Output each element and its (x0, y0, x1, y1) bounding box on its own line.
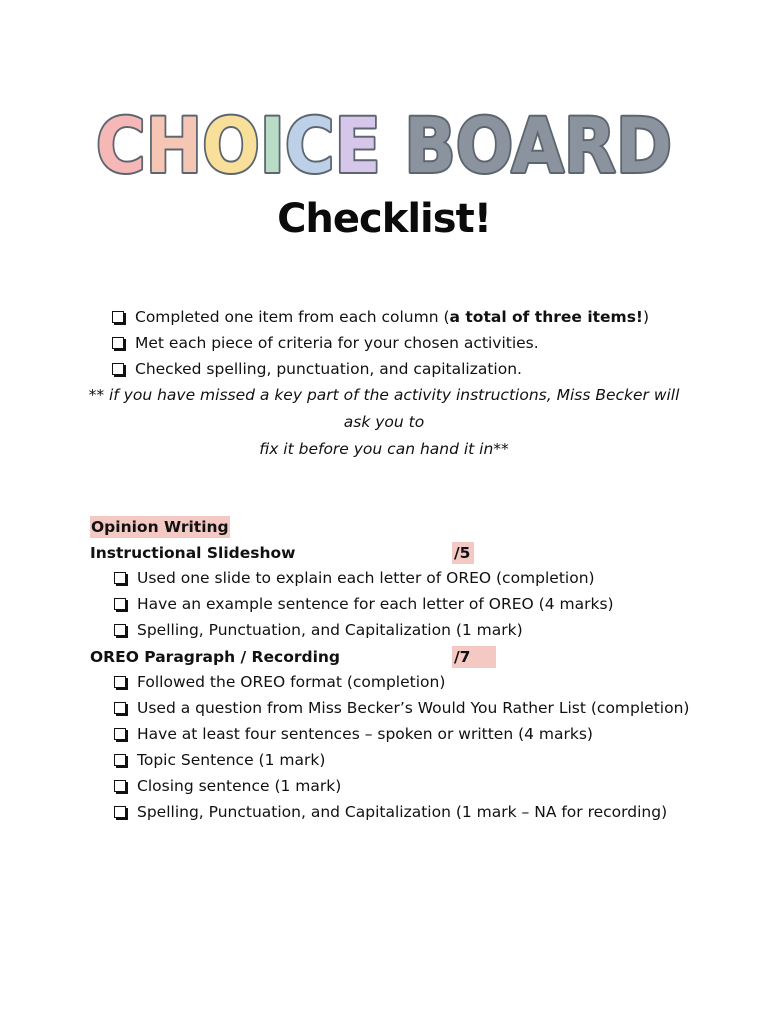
criteria-item (114, 669, 689, 695)
activity-score: /5 (452, 542, 474, 564)
logo-letter: I (259, 101, 288, 190)
checklist-item (112, 356, 649, 382)
checklist-item (112, 330, 649, 356)
activity-score: /7 (452, 646, 496, 668)
checkbox-icon[interactable] (114, 728, 126, 740)
logo-letter: C (96, 101, 152, 190)
criteria-text: Topic Sentence (1 mark) (137, 751, 326, 769)
activity-name: OREO Paragraph / Recording (90, 648, 341, 666)
section-heading: Opinion Writing (91, 518, 229, 536)
criteria-item (114, 773, 689, 799)
teacher-note-line: fix it before you can hand it in** (259, 440, 509, 458)
slideshow-criteria-list (114, 565, 614, 643)
criteria-text: Used one slide to explain each letter of OREO (completion) (137, 569, 595, 587)
criteria-item (114, 617, 614, 643)
page-title: Checklist! (277, 196, 491, 242)
criteria-item (114, 695, 689, 721)
criteria-text: Spelling, Punctuation, and Capitalization (1 mark) (137, 621, 523, 639)
checkbox-icon[interactable] (112, 311, 124, 323)
criteria-item (114, 565, 614, 591)
checkbox-icon[interactable] (114, 780, 126, 792)
logo-letter: E (334, 101, 387, 190)
logo-word-board: BOARD (404, 101, 706, 190)
checklist-item (112, 304, 649, 330)
criteria-text: Followed the OREO format (completion) (137, 673, 446, 691)
general-checklist (112, 304, 649, 382)
checkbox-icon[interactable] (114, 754, 126, 766)
teacher-note-line: ** if you have missed a key part of the activity instructions, Miss Becker will ask you to (88, 386, 680, 431)
criteria-item (114, 747, 689, 773)
svg-text:CHOICE BOARD (96, 101, 706, 190)
teacher-note (84, 382, 684, 463)
checklist-item-text: Met each piece of criteria for your chosen activities. (135, 334, 539, 352)
checkbox-icon[interactable] (114, 624, 126, 636)
checkbox-icon[interactable] (114, 598, 126, 610)
checkbox-icon[interactable] (114, 676, 126, 688)
logo-letter: O (202, 101, 267, 190)
checkbox-icon[interactable] (114, 572, 126, 584)
checkbox-icon[interactable] (114, 806, 126, 818)
criteria-text: Have at least four sentences – spoken or written (4 marks) (137, 725, 593, 743)
criteria-item (114, 591, 614, 617)
criteria-item (114, 799, 689, 825)
activity-heading-slideshow (90, 541, 510, 565)
checkbox-icon[interactable] (112, 363, 124, 375)
checklist-item-tail: ) (643, 308, 650, 326)
choice-board-logo (0, 100, 768, 190)
checklist-item-text: Checked spelling, punctuation, and capitalization. (135, 360, 522, 378)
checkbox-icon[interactable] (112, 337, 124, 349)
oreo-criteria-list (114, 669, 689, 825)
checklist-item-text: Completed one item from each column ( (135, 308, 450, 326)
activity-name: Instructional Slideshow (90, 544, 296, 562)
criteria-text: Used a question from Miss Becker’s Would You Rather List (completion) (137, 699, 690, 717)
criteria-text: Spelling, Punctuation, and Capitalization (1 mark – NA for recording) (137, 803, 668, 821)
activity-heading-oreo (90, 645, 510, 669)
checklist-item-emphasis: a total of three items! (449, 308, 644, 326)
logo-letter: C (284, 101, 341, 190)
criteria-text: Closing sentence (1 mark) (137, 777, 342, 795)
choice-board-logo-art (94, 100, 706, 190)
criteria-text: Have an example sentence for each letter of OREO (4 marks) (137, 595, 614, 613)
logo-letter: H (145, 101, 210, 190)
criteria-item (114, 721, 689, 747)
checkbox-icon[interactable] (114, 702, 126, 714)
